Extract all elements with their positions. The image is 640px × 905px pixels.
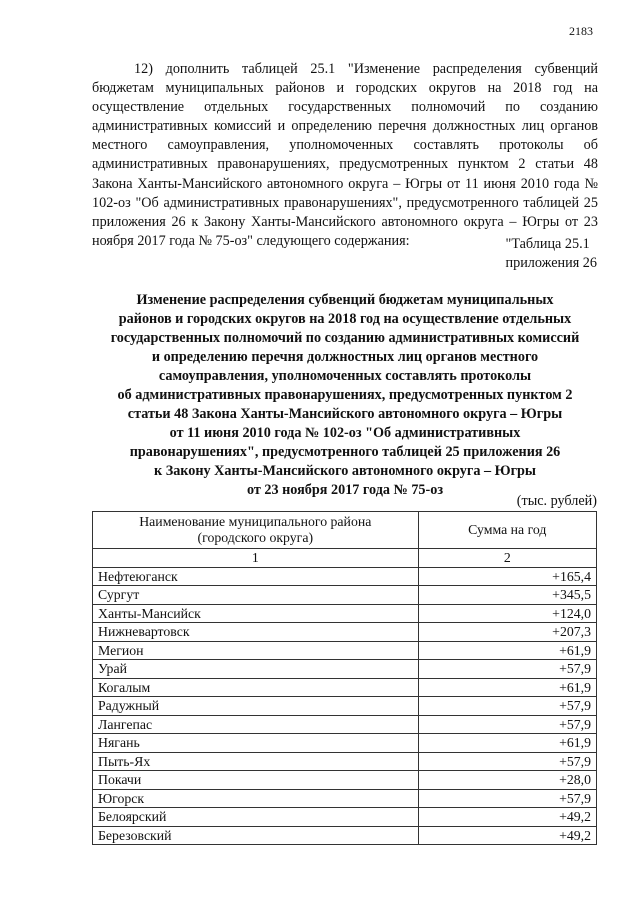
table-row xyxy=(93,641,597,660)
amount: +28,0 xyxy=(418,771,596,790)
table-row xyxy=(93,604,597,623)
table-row xyxy=(93,697,597,716)
title-line: от 23 ноября 2017 года № 75-оз xyxy=(246,482,444,498)
municipality-name: Лангепас xyxy=(93,715,419,734)
title-line: правонарушениях", предусмотренного таблицей 25 приложения 26 xyxy=(129,444,561,460)
header-sum: Сумма на год xyxy=(418,512,596,549)
municipality-name: Нижневартовск xyxy=(93,623,419,642)
table-label-line-1: "Таблица 25.1 xyxy=(505,236,590,252)
amount: +57,9 xyxy=(418,789,596,808)
table-row xyxy=(93,715,597,734)
municipality-name: Покачи xyxy=(93,771,419,790)
amount: +57,9 xyxy=(418,660,596,679)
title-line: районов и городских округов на 2018 год на осуществление отдельных xyxy=(118,311,572,327)
title-line: государственных полномочий по созданию административных комиссий xyxy=(110,330,580,346)
table-label-line-2: приложения 26 xyxy=(505,255,597,271)
header-municipality xyxy=(93,512,419,549)
amount: +61,9 xyxy=(418,734,596,753)
amount: +124,0 xyxy=(418,604,596,623)
table-row xyxy=(93,678,597,697)
municipality-name: Ханты-Мансийск xyxy=(93,604,419,623)
table-row xyxy=(93,752,597,771)
table-row xyxy=(93,660,597,679)
table-row xyxy=(93,567,597,586)
units-label: (тыс. рублей) xyxy=(516,493,597,509)
table-index-row xyxy=(93,549,597,568)
municipality-name: Нягань xyxy=(93,734,419,753)
header-municipality-line-1: Наименование муниципального района xyxy=(139,514,372,529)
amount: +207,3 xyxy=(418,623,596,642)
amount: +57,9 xyxy=(418,697,596,716)
title-line: статьи 48 Закона Ханты-Мансийского автономного округа – Югры xyxy=(127,406,563,422)
amount: +49,2 xyxy=(418,808,596,827)
municipality-name: Белоярский xyxy=(93,808,419,827)
table-row xyxy=(93,623,597,642)
column-index-1: 1 xyxy=(93,549,419,568)
amount: +61,9 xyxy=(418,641,596,660)
municipality-name: Нефтеюганск xyxy=(93,567,419,586)
page-number: 2183 xyxy=(569,24,593,38)
intro-paragraph: 12) дополнить таблицей 25.1 "Изменение распределения субвенций бюджетам муниципальных районов и городских округов на 2018 год на осуществление отдельных государственных полномочий по созданию административных комиссий и определению перечня должностных лиц органов местного самоуправления, уполномоченных составлять протоколы об административных правонарушениях, предусмотренных пунктом 2 статьи 48 Закона Ханты-Мансийского автономного округа – Югры от 11 июня 2010 года № 102-оз "Об административных правонарушениях", предусмотренного таблицей 25 приложения 26 к Закону Ханты-Мансийского автономного округа – Югры от 23 ноября 2017 года № 75-оз" следующего содержания: xyxy=(92,61,598,249)
amount: +345,5 xyxy=(418,586,596,605)
table-row xyxy=(93,734,597,753)
municipality-name: Когалым xyxy=(93,678,419,697)
title-line: самоуправления, уполномоченных составлять протоколы xyxy=(158,368,532,384)
municipality-name: Радужный xyxy=(93,697,419,716)
municipality-name: Березовский xyxy=(93,826,419,845)
amount: +61,9 xyxy=(418,678,596,697)
column-index-2: 2 xyxy=(418,549,596,568)
amount: +57,9 xyxy=(418,752,596,771)
table-row xyxy=(93,808,597,827)
table-row xyxy=(93,826,597,845)
amount: +49,2 xyxy=(418,826,596,845)
title-line: к Закону Ханты-Мансийского автономного округа – Югры xyxy=(153,463,536,479)
title-line: от 11 июня 2010 года № 102-оз "Об административных xyxy=(169,425,521,441)
amount: +57,9 xyxy=(418,715,596,734)
header-municipality-line-2: (городского округа) xyxy=(197,530,314,545)
municipality-name: Мегион xyxy=(93,641,419,660)
title-line: и определению перечня должностных лиц органов местного xyxy=(151,349,539,365)
municipality-name: Пыть-Ях xyxy=(93,752,419,771)
table-row xyxy=(93,771,597,790)
municipality-name: Сургут xyxy=(93,586,419,605)
document-title xyxy=(92,291,598,500)
table-label xyxy=(506,235,597,273)
title-line: Изменение распределения субвенций бюджетам муниципальных xyxy=(136,292,554,308)
title-line: об административных правонарушениях, предусмотренных пунктом 2 xyxy=(117,387,573,403)
table-header-row xyxy=(93,512,597,549)
municipality-name: Урай xyxy=(93,660,419,679)
table-row xyxy=(93,586,597,605)
municipality-name: Югорск xyxy=(93,789,419,808)
subvention-table xyxy=(92,511,597,845)
table-row xyxy=(93,789,597,808)
amount: +165,4 xyxy=(418,567,596,586)
